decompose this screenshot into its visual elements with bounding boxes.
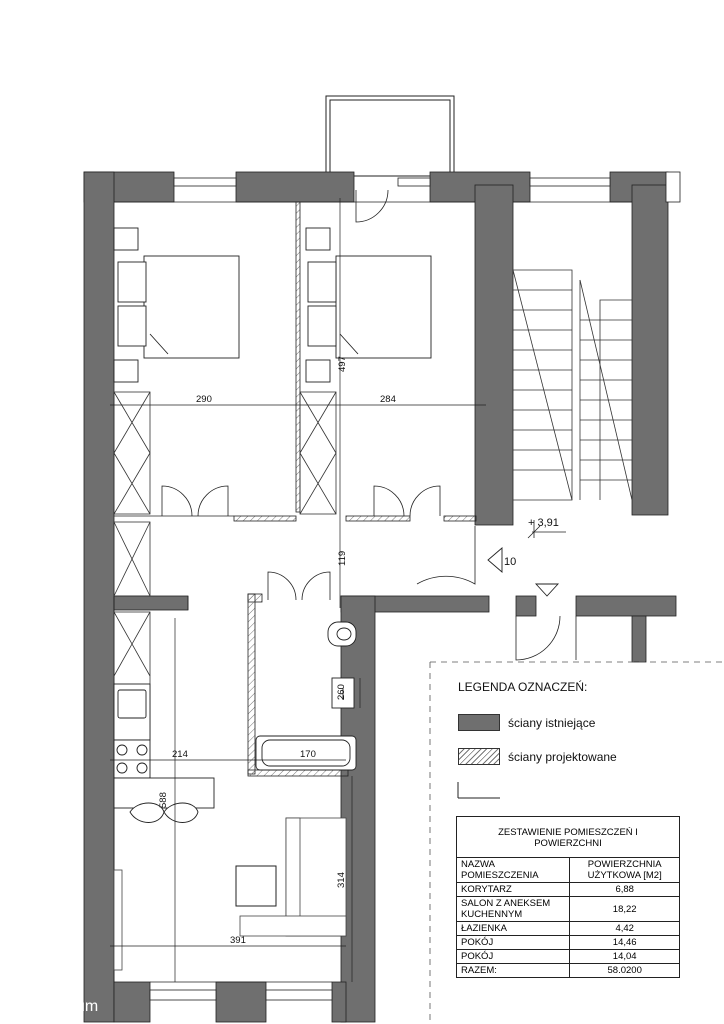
dim-room1-width: 290 (196, 394, 212, 405)
table-header-row (457, 858, 680, 883)
dim-living-width: 391 (230, 935, 246, 946)
table-row (457, 950, 680, 964)
dim-living-depth: 314 (336, 872, 347, 888)
total-label: RAZEM: (457, 964, 570, 978)
beds (114, 228, 431, 382)
room-area: 6,88 (570, 883, 680, 897)
header-area: POWIERZCHNIA UŻYTKOWA [M2] (570, 858, 680, 883)
table-title: ZESTAWIENIE POMIESZCZEŃ I POWIERZCHNI (457, 817, 680, 858)
legend-existing-label: ściany istniejące (508, 715, 596, 730)
dim-corridor: 119 (337, 550, 348, 566)
table-row (457, 897, 680, 922)
living-furniture (114, 818, 346, 970)
table-row (457, 936, 680, 950)
dim-room2-width: 284 (380, 394, 396, 405)
legend-designed-label: ściany projektowane (508, 749, 617, 764)
existing-wall-swatch (458, 714, 500, 731)
room-name: KORYTARZ (457, 883, 570, 897)
dim-room-depth: 497 (337, 356, 348, 372)
room-area: 4,42 (570, 922, 680, 936)
dim-kitchen-width: 214 (172, 749, 188, 760)
legend-title: LEGENDA OZNACZEŃ: (458, 680, 588, 694)
table-row (457, 922, 680, 936)
room-area: 14,04 (570, 950, 680, 964)
stair-treads (513, 290, 632, 480)
balcony (326, 96, 454, 176)
legend-designed (458, 748, 617, 765)
room-summary-table (456, 816, 680, 978)
designed-wall-swatch (458, 748, 500, 765)
dim-bath-width: 170 (300, 749, 316, 760)
direction-arrows (488, 548, 558, 596)
total-value: 58.0200 (570, 964, 680, 978)
staircase (513, 270, 632, 500)
room-area: 18,22 (570, 897, 680, 922)
level-label: + 3,91 (528, 517, 559, 529)
dim-bath-height: 260 (336, 684, 347, 700)
room-name: ŁAZIENKA (457, 922, 570, 936)
room-area: 14,46 (570, 936, 680, 950)
room-name: SALON Z ANEKSEM KUCHENNYM (457, 897, 570, 922)
header-name: NAZWA POMIESZCZENIA (457, 858, 570, 883)
table-total-row (457, 964, 680, 978)
legend-existing (458, 714, 595, 731)
table-row (457, 883, 680, 897)
dim-kitchen-depth: 588 (158, 792, 169, 808)
room-name: POKÓJ (457, 936, 570, 950)
stair-mark: 10 (504, 556, 517, 568)
legend-blank-line (458, 782, 500, 798)
watermark: um (76, 998, 99, 1015)
room-name: POKÓJ (457, 950, 570, 964)
